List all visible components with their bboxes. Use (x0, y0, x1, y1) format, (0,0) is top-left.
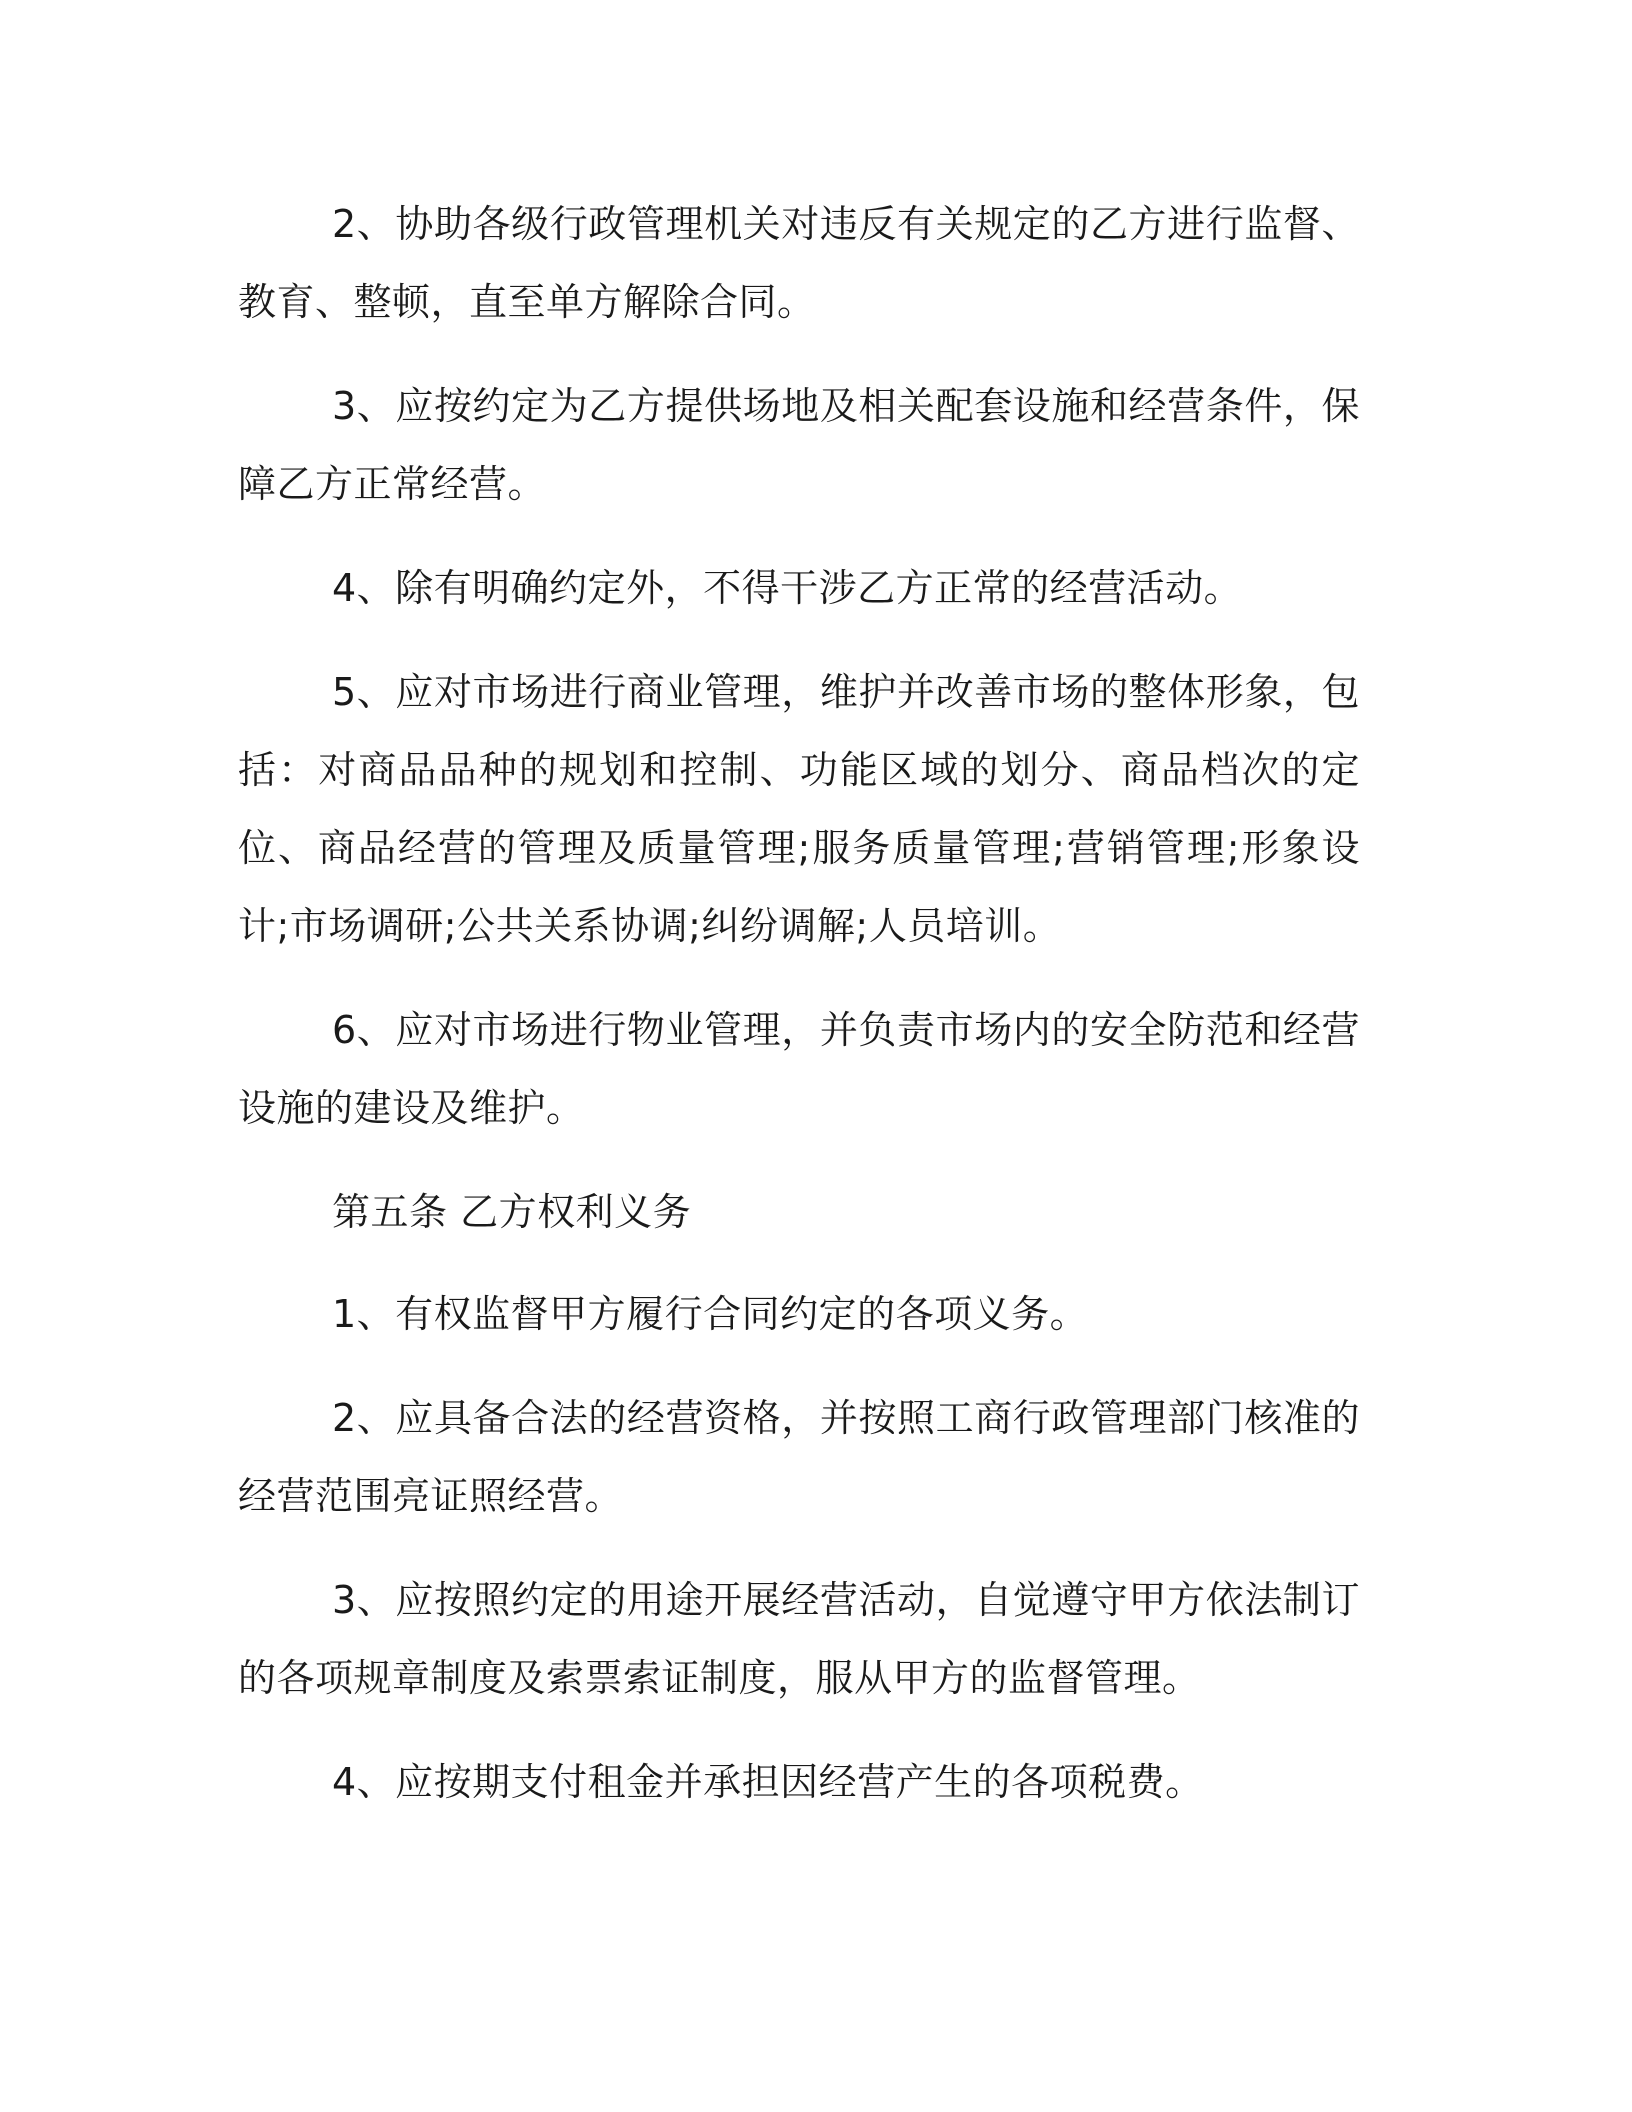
clause-paragraph: 5、应对市场进行商业管理，维护并改善市场的整体形象，包括：对商品品种的规划和控制、功能区域的划分、商品档次的定位、商品经营的管理及质量管理;服务质量管理;营销管理;形象设计;市场调研;公共关系协调;纠纷调解;人员培训。 (238, 670, 1360, 948)
clause-paragraph: 6、应对市场进行物业管理，并负责市场内的安全防范和经营设施的建设及维护。 (238, 1008, 1360, 1130)
clause-paragraph: 4、除有明确约定外，不得干涉乙方正常的经营活动。 (332, 566, 1243, 610)
clause-paragraph: 3、应按照约定的用途开展经营活动，自觉遵守甲方依法制订的各项规章制度及索票索证制度，服从甲方的监督管理。 (238, 1578, 1360, 1700)
clause-paragraph: 4、应按期支付租金并承担因经营产生的各项税费。 (332, 1760, 1204, 1804)
clause-paragraph: 2、协助各级行政管理机关对违反有关规定的乙方进行监督、教育、整顿，直至单方解除合同。 (238, 202, 1360, 324)
clause-paragraph: 3、应按约定为乙方提供场地及相关配套设施和经营条件，保障乙方正常经营。 (238, 384, 1360, 506)
clause-paragraph: 2、应具备合法的经营资格，并按照工商行政管理部门核准的经营范围亮证照经营。 (238, 1396, 1360, 1518)
clause-paragraph: 1、有权监督甲方履行合同约定的各项义务。 (332, 1292, 1089, 1336)
document-body (238, 185, 1360, 1847)
section-heading: 第五条 乙方权利义务 (332, 1190, 692, 1234)
